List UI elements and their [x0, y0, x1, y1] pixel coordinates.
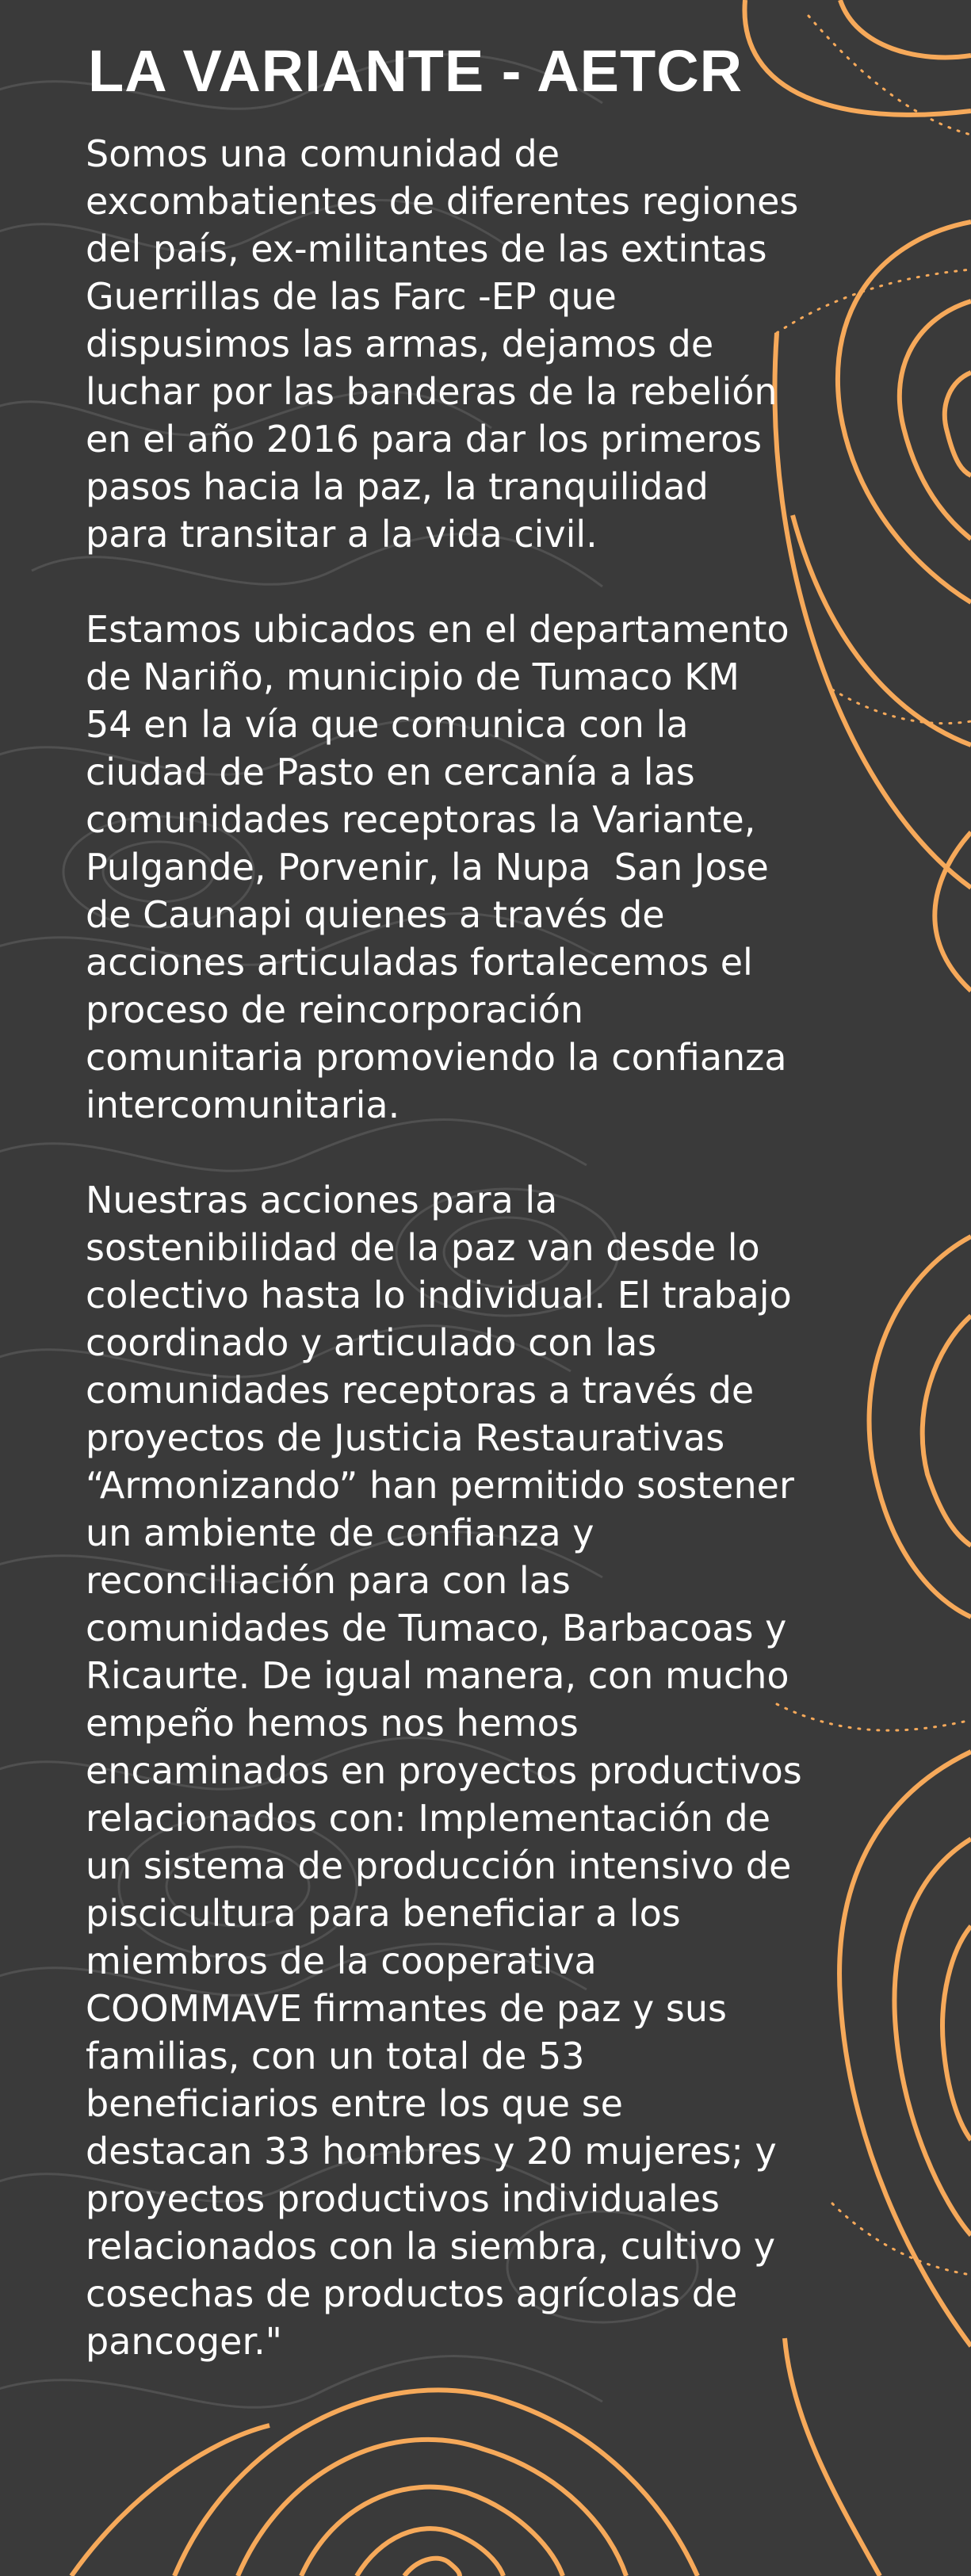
page-title: LA VARIANTE - AETCR [88, 38, 744, 104]
orange-contour-bottom [71, 2390, 698, 2576]
paragraph-actions: Nuestras acciones para la sostenibilidad de la paz van desde lo colectivo hasta lo individual. El trabajo coordinado y articulado con las comunidades receptoras a través de proyectos de Justicia Restaurativas “Armonizando” han permitido sostener un ambiente de confianza y reconciliación para con las comunidades de Tumaco, Barbacoas y Ricaurte. De igual manera, con mucho empeño hemos nos hemos encaminados en proyectos productivos relacionados con: Implementación de un sistema de producción intensivo de piscicultura para beneficiar a los miembros de la cooperativa COOMMAVE firmantes de paz y sus familias, con un total de 53 beneficiarios entre los que se destacan 33 hombres y 20 mujeres; y proyectos productivos individuales relacionados con la siembra, cultivo y cosechas de productos agrícolas de pancoger." [86, 1179, 802, 2363]
paragraph-intro: Somos una comunidad de excombatientes de diferentes regiones del país, ex-militantes de las extintas Guerrillas de las Farc -EP que dispusimos las armas, dejamos de luchar por las banderas de la rebelión en el año 2016 para dar los primeros pasos hacia la paz, la tranquilidad para transitar a la vida civil. [86, 132, 799, 556]
paragraph-location: Estamos ubicados en el departamento de Nariño, municipio de Tumaco KM 54 en la vía que comunica con la ciudad de Pasto en cercanía a las comunidades receptoras la Variante, Pulgande, Porvenir, la Nupa San Jose de Caunapi quienes a través de acciones articuladas fortalecemos el proceso de reincorporación comunitaria promoviendo la confianza intercomunitaria. [86, 608, 789, 1126]
main-content [86, 32, 886, 2413]
